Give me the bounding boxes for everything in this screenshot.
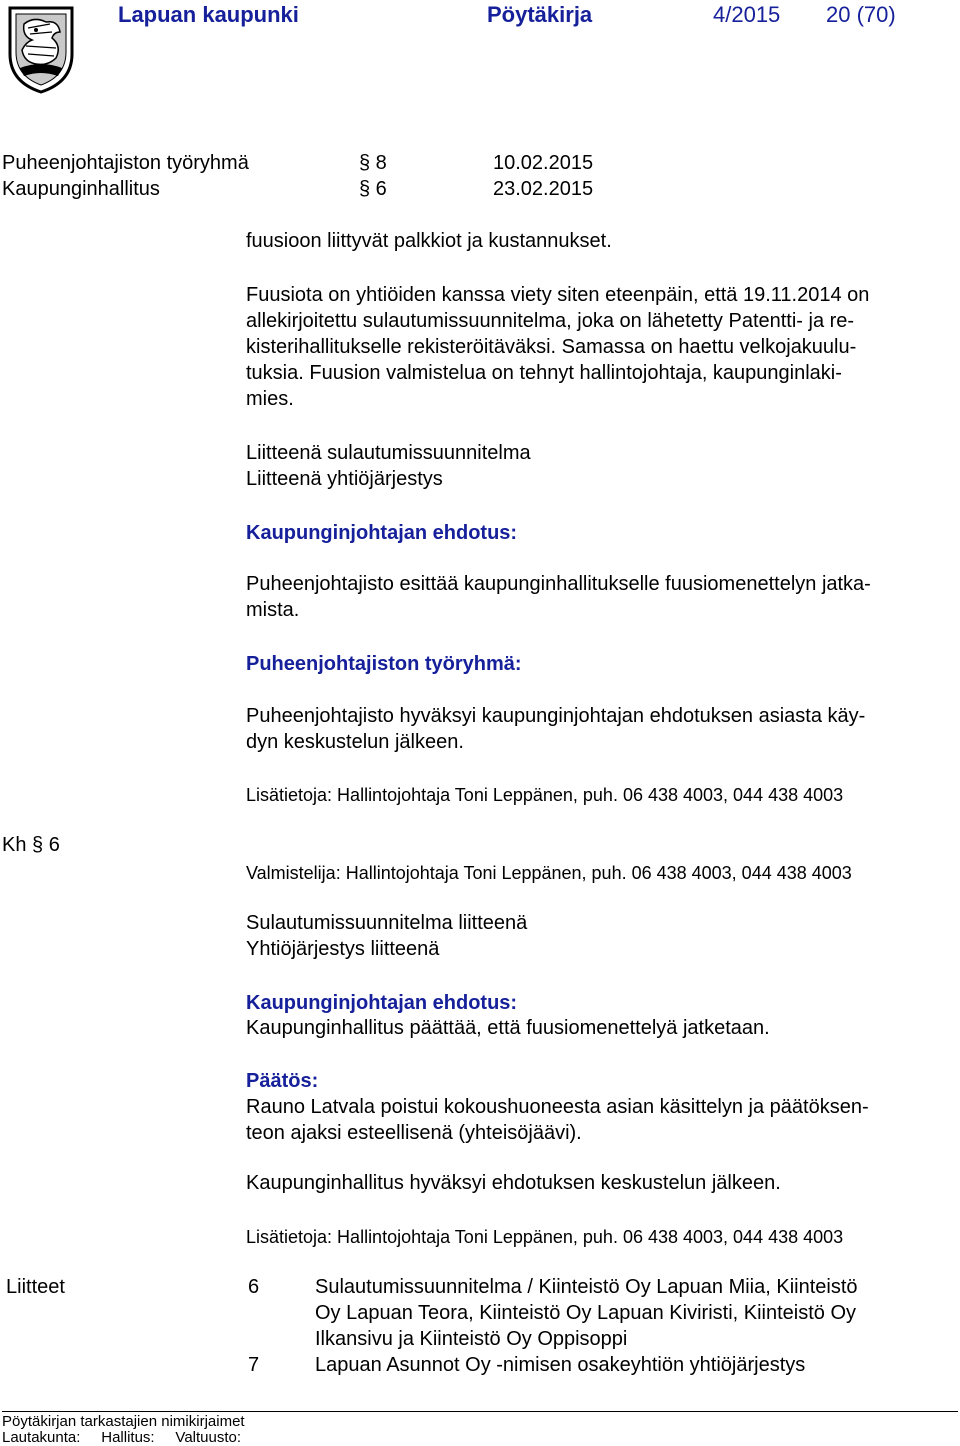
contact-info: Lisätietoja: Hallintojohtaja Toni Leppänen, puh. 06 438 4003, 044 438 4003 [246,785,844,805]
meeting-paragraph: § 8 [359,152,387,174]
meeting-body: Kaupunginhallitus [2,178,160,200]
kh-proposal-heading: Kaupunginjohtajan ehdotus: [246,992,518,1014]
kh-proposal-text: Kaupunginhallitus päättää, että fuusiomenettelyä jatketaan. [246,1017,770,1039]
appendix-item: Lapuan Asunnot Oy -nimisen osakeyhtiön yhtiöjärjestys [315,1354,806,1376]
approval-text: Kaupunginhallitus hyväksyi ehdotuksen keskustelun jälkeen. [246,1172,781,1194]
appendix-number: 7 [248,1354,260,1376]
appendix-label: Liitteet [6,1276,65,1298]
proposal-text: Puheenjohtajisto esittää kaupunginhallitukselle fuusiomenettelyn jatka- mista. [246,573,871,621]
group-heading: Puheenjohtajiston työryhmä: [246,653,522,675]
appendix-item: Sulautumissuunnitelma / Kiinteistö Oy Lapuan Miia, Kiinteistö Oy Lapuan Teora, Kiinteistö Oy Lapuan Kiviristi, Kiinteistö Oy Ilkansivu ja Kiinteistö Oy Oppisoppi [315,1276,858,1350]
preparer-info: Valmistelija: Hallintojohtaja Toni Leppänen, puh. 06 438 4003, 044 438 4003 [246,863,852,883]
group-decision: Puheenjohtajisto hyväksyi kaupunginjohtajan ehdotuksen asiasta käy- dyn keskustelun jälkeen. [246,705,866,753]
kh-label: Kh § 6 [2,834,60,856]
municipality-name: Lapuan kaupunki [118,2,299,27]
footer-divider [2,1411,958,1412]
decision-heading: Päätös: [246,1070,319,1092]
prep-paragraph-1: fuusioon liittyvät palkkiot ja kustannukset. [246,230,612,252]
meeting-paragraph: § 6 [359,178,387,200]
prep-attachments: Liitteenä sulautumissuunnitelma Liitteenä yhtiöjärjestys [246,442,531,490]
lapua-coat-of-arms-icon [6,2,76,94]
meeting-date: 10.02.2015 [493,152,594,174]
appendix-number: 6 [248,1276,260,1298]
meeting-date: 23.02.2015 [493,178,594,200]
footer-bodies: Lautakunta: Hallitus: Valtuusto: [2,1429,242,1446]
page-number: 20 (70) [826,2,896,27]
footer-signatures-label: Pöytäkirjan tarkastajien nimikirjaimet [2,1413,245,1430]
contact-info: Lisätietoja: Hallintojohtaja Toni Leppänen, puh. 06 438 4003, 044 438 4003 [246,1227,844,1247]
document-type: Pöytäkirja [487,2,593,27]
meeting-body: Puheenjohtajiston työryhmä [2,152,249,174]
decision-text: Rauno Latvala poistui kokoushuoneesta asian käsittelyn ja päätöksen- teon ajaksi esteellisenä (yhteisöjäävi). [246,1096,869,1144]
kh-attachments: Sulautumissuunnitelma liitteenä Yhtiöjärjestys liitteenä [246,912,528,960]
issue-number: 4/2015 [713,2,781,27]
prep-paragraph-2: Fuusiota on yhtiöiden kanssa viety siten eteenpäin, että 19.11.2014 on allekirjoitettu sulautumissuunnitelma, joka on lähetetty Patentti- ja re- kisterihallitukselle rekisteröitäväksi. Samassa on haettu velkojakuulu- tuksia. Fuusion valmistelua on tehnyt hallintojohtaja, kaupunginlaki- mies. [246,284,870,410]
proposal-heading: Kaupunginjohtajan ehdotus: [246,522,518,544]
